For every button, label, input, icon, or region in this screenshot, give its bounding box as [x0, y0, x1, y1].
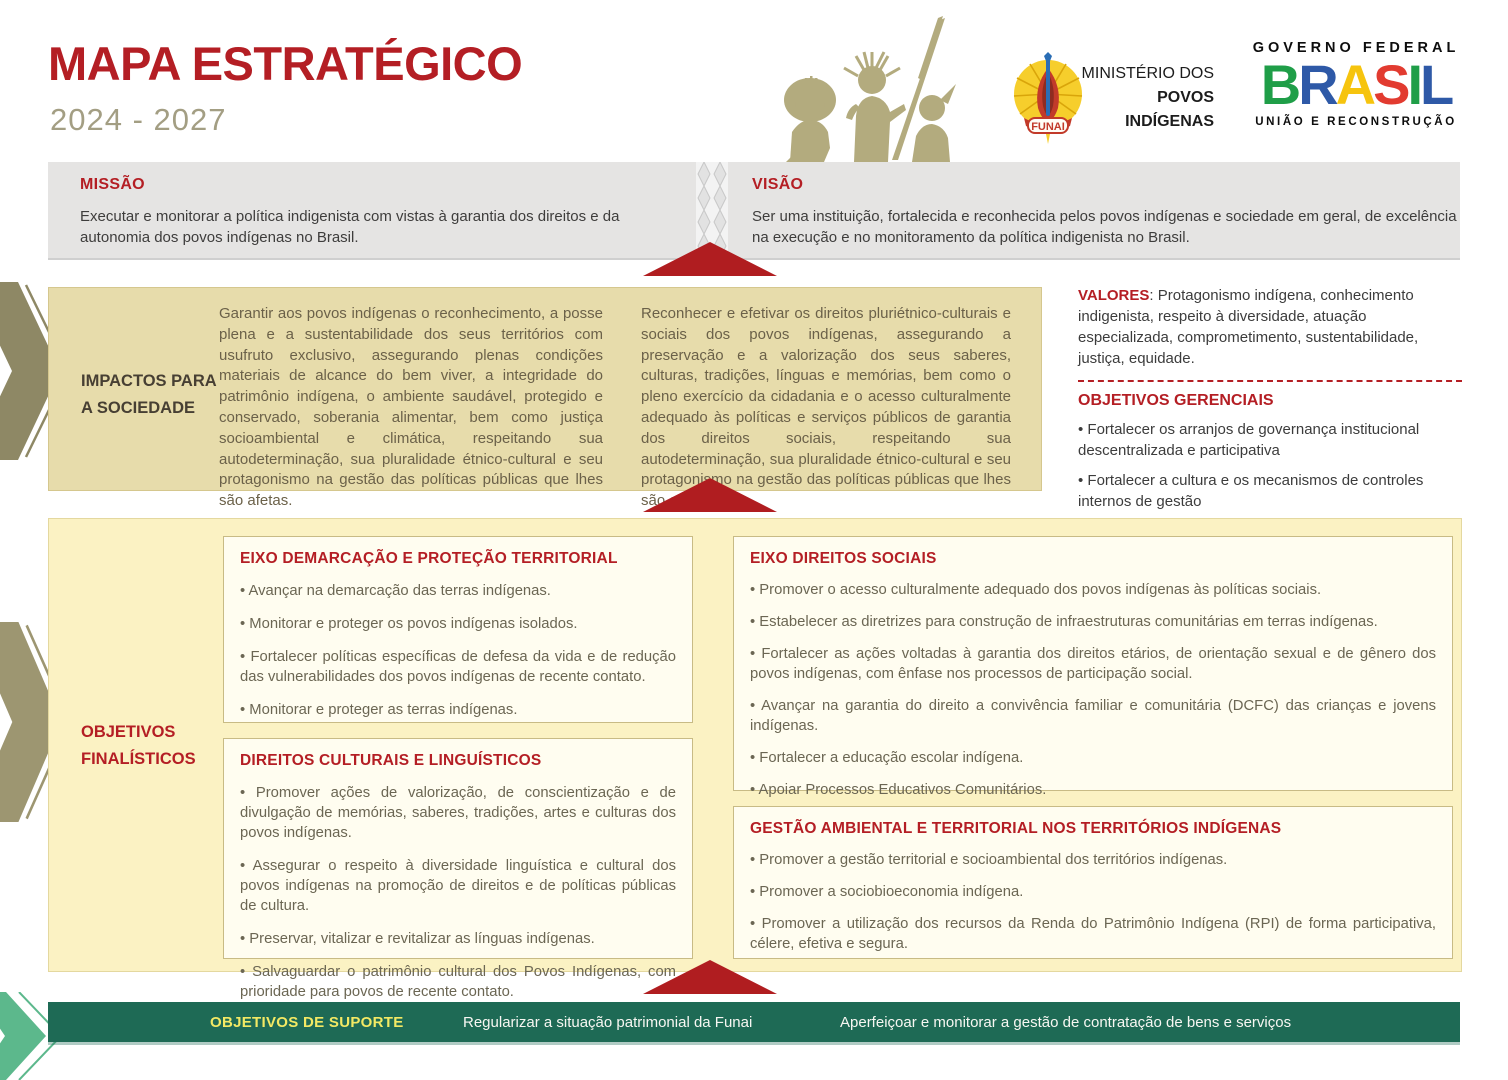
objective-item: • Fortalecer políticas específicas de defesa da vida e de redução das vulnerabilidades dos povos indígenas de recente contato.: [240, 647, 676, 687]
impactos-panel: [48, 287, 1042, 510]
visao-title: VISÃO: [752, 176, 804, 193]
svg-text:FUNAI: FUNAI: [1031, 121, 1065, 133]
missao-text: Executar e monitorar a política indigenista com vistas à garantia dos direitos e da autonomia dos povos indígenas no Brasil.: [80, 208, 620, 246]
governo-federal-label: GOVERNO FEDERAL: [1252, 40, 1460, 56]
up-arrow-2: [643, 478, 777, 512]
ministry-line-3: INDÍGENAS: [1125, 113, 1214, 130]
objective-item: • Avançar na garantia do direito a convivência familiar e comunitária (DCFC) das crianças e jovens indígenas.: [750, 696, 1436, 736]
dashed-divider: [1078, 380, 1462, 382]
missao-title: MISSÃO: [80, 176, 145, 193]
box-gestao-ambiental-territorial: [733, 806, 1453, 959]
objective-item: • Apoiar Processos Educativos Comunitários.: [750, 780, 1436, 800]
objective-item: • Preservar, vitalizar e revitalizar as línguas indígenas.: [240, 929, 676, 949]
ministry-line-2: POVOS: [1157, 89, 1214, 106]
gerenciais-title: OBJETIVOS GERENCIAIS: [1078, 392, 1274, 409]
objective-item: • Assegurar o respeito à diversidade linguística e cultural dos povos indígenas na promoção de direitos e de políticas públicas de cultura.: [240, 856, 676, 916]
objective-item: • Avançar na demarcação das terras indígenas.: [240, 581, 676, 601]
suporte-label: OBJETIVOS DE SUPORTE: [210, 1014, 404, 1031]
objective-item: • Promover o acesso culturalmente adequado dos povos indígenas às políticas sociais.: [750, 580, 1436, 600]
box-demarcacao-protecao-territorial: [223, 536, 693, 723]
suporte-item: Regularizar a situação patrimonial da Funai: [463, 1014, 753, 1031]
finalisticos-panel: [48, 518, 1462, 1000]
box-direitos-culturais-linguisticos: [223, 738, 693, 1000]
gerenciais-item: • Fortalecer a cultura e os mecanismos de controles internos de gestão: [1078, 471, 1462, 512]
governo-federal-logo: [1248, 40, 1464, 128]
brasil-wordmark: BRASIL: [1260, 53, 1452, 116]
objective-item: • Promover a utilização dos recursos da Renda do Patrimônio Indígena (RPI) de forma participativa, célere, efetiva e segura.: [750, 914, 1436, 954]
visao-text: Ser uma instituição, fortalecida e reconhecida pelos povos indígenas e sociedade em geral, de excelência na execução e no monitoramento da política indigenista no Brasil.: [752, 208, 1457, 246]
objective-item: • Promover a sociobioeconomia indígena.: [750, 882, 1436, 902]
objective-item: • Estabelecer as diretrizes para construção de infraestruturas comunitárias em terras indígenas.: [750, 612, 1436, 632]
suporte-bar: [48, 1002, 1460, 1042]
box-title: DIREITOS CULTURAIS E LINGUÍSTICOS: [240, 752, 542, 769]
impactos-label: IMPACTOS PARA A SOCIEDADE: [81, 372, 217, 417]
objective-item: • Promover ações de valorização, de conscientização e de divulgação de memórias, saberes, tradições, artes e culturas dos povos indígenas.: [240, 783, 676, 843]
objective-item: • Salvaguardar o patrimônio cultural dos Povos Indígenas, com prioridade para povos de recente contato.: [240, 962, 676, 1002]
up-arrow-1: [643, 242, 777, 276]
indigenous-figures-silhouette-icon: [772, 8, 967, 162]
box-title: EIXO DIREITOS SOCIAIS: [750, 550, 937, 567]
box-direitos-sociais: [733, 536, 1453, 798]
ministry-line-1: MINISTÉRIO DOS: [1081, 65, 1214, 82]
objective-item: • Fortalecer as ações voltadas à garantia dos direitos etários, de orientação sexual e de gênero dos povos indígenas, com ênfase nos processos de participação social.: [750, 644, 1436, 684]
valores-gerenciais-block: [1078, 285, 1462, 543]
gerenciais-item: • Fortalecer os arranjos de governança institucional descentralizada e participativa: [1078, 420, 1462, 461]
box-title: GESTÃO AMBIENTAL E TERRITORIAL NOS TERRITÓRIOS INDÍGENAS: [750, 820, 1282, 837]
uniao-reconstrucao-label: UNIÃO E RECONSTRUÇÃO: [1255, 116, 1457, 128]
objective-item: • Fortalecer a educação escolar indígena.: [750, 748, 1436, 768]
impactos-text-col1: Garantir aos povos indígenas o reconhecimento, a posse plena e a sustentabilidade dos seus territórios com usufruto exclusivo, assegurando plenas condições materiais de alcance do bem viver, a integridade do patrimônio indígena, o ambiente saudável, protegido e conservado, soberania alimentar, bem como justiça socioambiental e climática, respeitando sua autodeterminação, sua pluralidade étnico-cultural e seu protagonismo na gestão das políticas públicas que lhes são afetas.: [219, 305, 603, 510]
ministry-label: [1062, 62, 1214, 134]
finalisticos-label: OBJETIVOS FINALÍSTICOS: [81, 723, 196, 768]
objective-item: • Monitorar e proteger as terras indígenas.: [240, 700, 676, 720]
box-title: EIXO DEMARCAÇÃO E PROTEÇÃO TERRITORIAL: [240, 550, 618, 567]
valores-label: VALORES: [1078, 287, 1150, 304]
objective-item: • Promover a gestão territorial e socioambiental dos territórios indígenas.: [750, 850, 1436, 870]
valores-text: VALORES: Protagonismo indígena, conhecimento indigenista, respeito à diversidade, atuação especializada, comprometimento, sustentabilidade, justiça, equidade.: [1078, 287, 1419, 367]
objective-item: • Monitorar e proteger os povos indígenas isolados.: [240, 614, 676, 634]
period-subtitle: 2024 - 2027: [50, 102, 227, 137]
impactos-text-col2: Reconhecer e efetivar os direitos pluriétnico-culturais e sociais dos povos indígenas, assegurando a preservação e a valorização dos seus saberes, culturas, tradições, línguas e memórias, bem como o pleno exercício da cidadania e o acesso culturalmente adequado às políticas e serviços públicos de garantia dos direitos sociais, respeitando sua autodeterminação, sua pluralidade étnico-cultural e seu protagonismo na gestão das políticas públicas que lhes são afetas.: [641, 305, 1011, 510]
page-title: MAPA ESTRATÉGICO: [48, 37, 523, 90]
up-arrow-3: [643, 960, 777, 994]
suporte-item: Aperfeiçoar e monitorar a gestão de contratação de bens e serviços: [840, 1014, 1292, 1031]
